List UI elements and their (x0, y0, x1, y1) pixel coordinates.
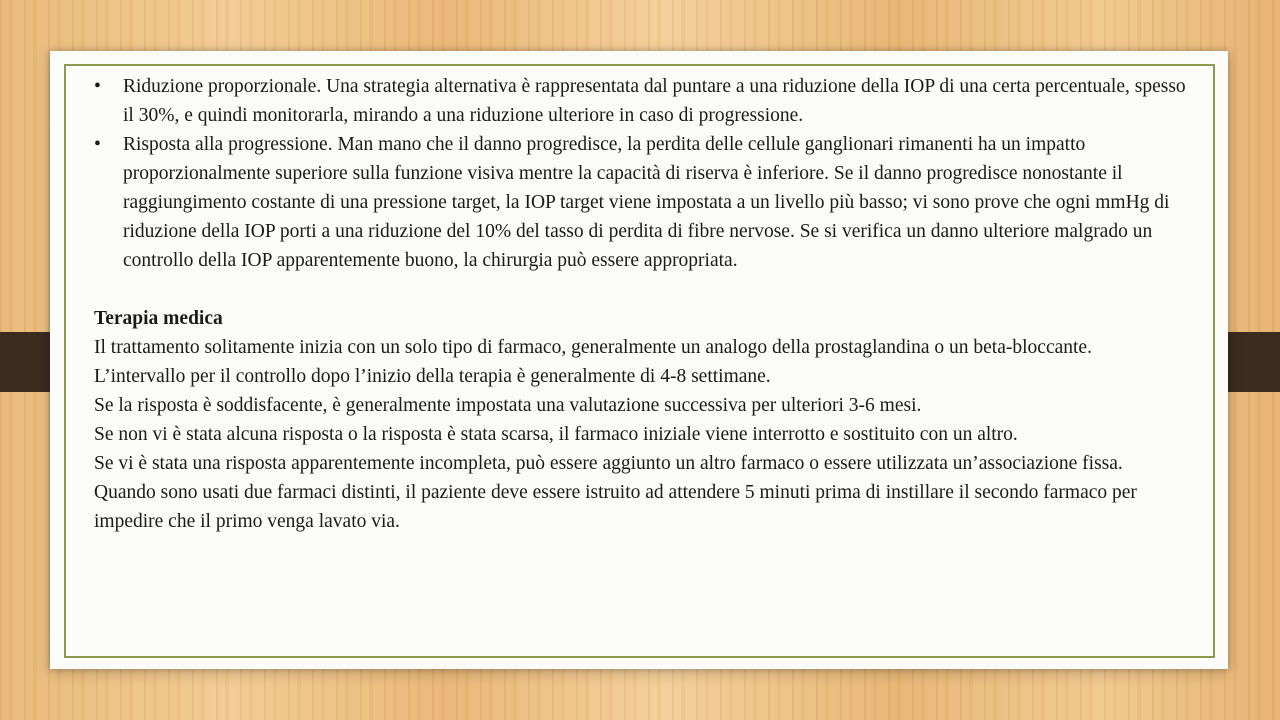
slide-content (94, 72, 1194, 536)
paragraph: Il trattamento solitamente inizia con un solo tipo di farmaco, generalmente un analogo della prostaglandina o un beta-bloccante. (94, 337, 1092, 358)
paragraph: Se la risposta è soddisfacente, è generalmente impostata una valutazione successiva per ulteriori 3-6 mesi. (94, 395, 922, 416)
bullet-list (94, 72, 1194, 275)
paragraph: Se non vi è stata alcuna risposta o la risposta è stata scarsa, il farmaco iniziale viene interrotto e sostituito con un altro. (94, 424, 1018, 445)
paragraph: Se vi è stata una risposta apparentemente incompleta, può essere aggiunto un altro farmaco o essere utilizzata un’associazione fissa. (94, 453, 1123, 474)
bullet-dot-icon: • (94, 76, 101, 97)
bullet-text: Riduzione proporzionale. Una strategia alternativa è rappresentata dal puntare a una riduzione della IOP di una certa percentuale, spesso il 30%, e quindi monitorarla, mirando a una riduzione ulteriore in caso di progressione. (123, 76, 1186, 126)
bullet-dot-icon: • (94, 134, 101, 155)
spacer (94, 275, 1194, 304)
bullet-item-proportional-reduction (94, 72, 1194, 130)
bullet-item-progression-response (94, 130, 1194, 275)
paragraph: Quando sono usati due farmaci distinti, il paziente deve essere istruito ad attendere 5 minuti prima di instillare il secondo farmaco per impedire che il primo venga lavato via. (94, 482, 1137, 532)
slide (50, 51, 1228, 669)
section-heading: Terapia medica (94, 308, 223, 329)
bullet-text: Risposta alla progressione. Man mano che il danno progredisce, la perdita delle cellule ganglionari rimanenti ha un impatto proporzionalmente superiore sulla funzione visiva mentre la capacità di riserva è inferiore. Se il danno progredisce nonostante il raggiungimento costante di una pressione target, la IOP target viene impostata a un livello più basso; vi sono prove che ogni mmHg di riduzione della IOP porti a una riduzione del 10% del tasso di perdita di fibre nervose. Se si verifica un danno ulteriore malgrado un controllo della IOP apparentemente buono, la chirurgia può essere appropriata. (123, 134, 1170, 271)
paragraph: L’intervallo per il controllo dopo l’inizio della terapia è generalmente di 4-8 settimane. (94, 366, 771, 387)
